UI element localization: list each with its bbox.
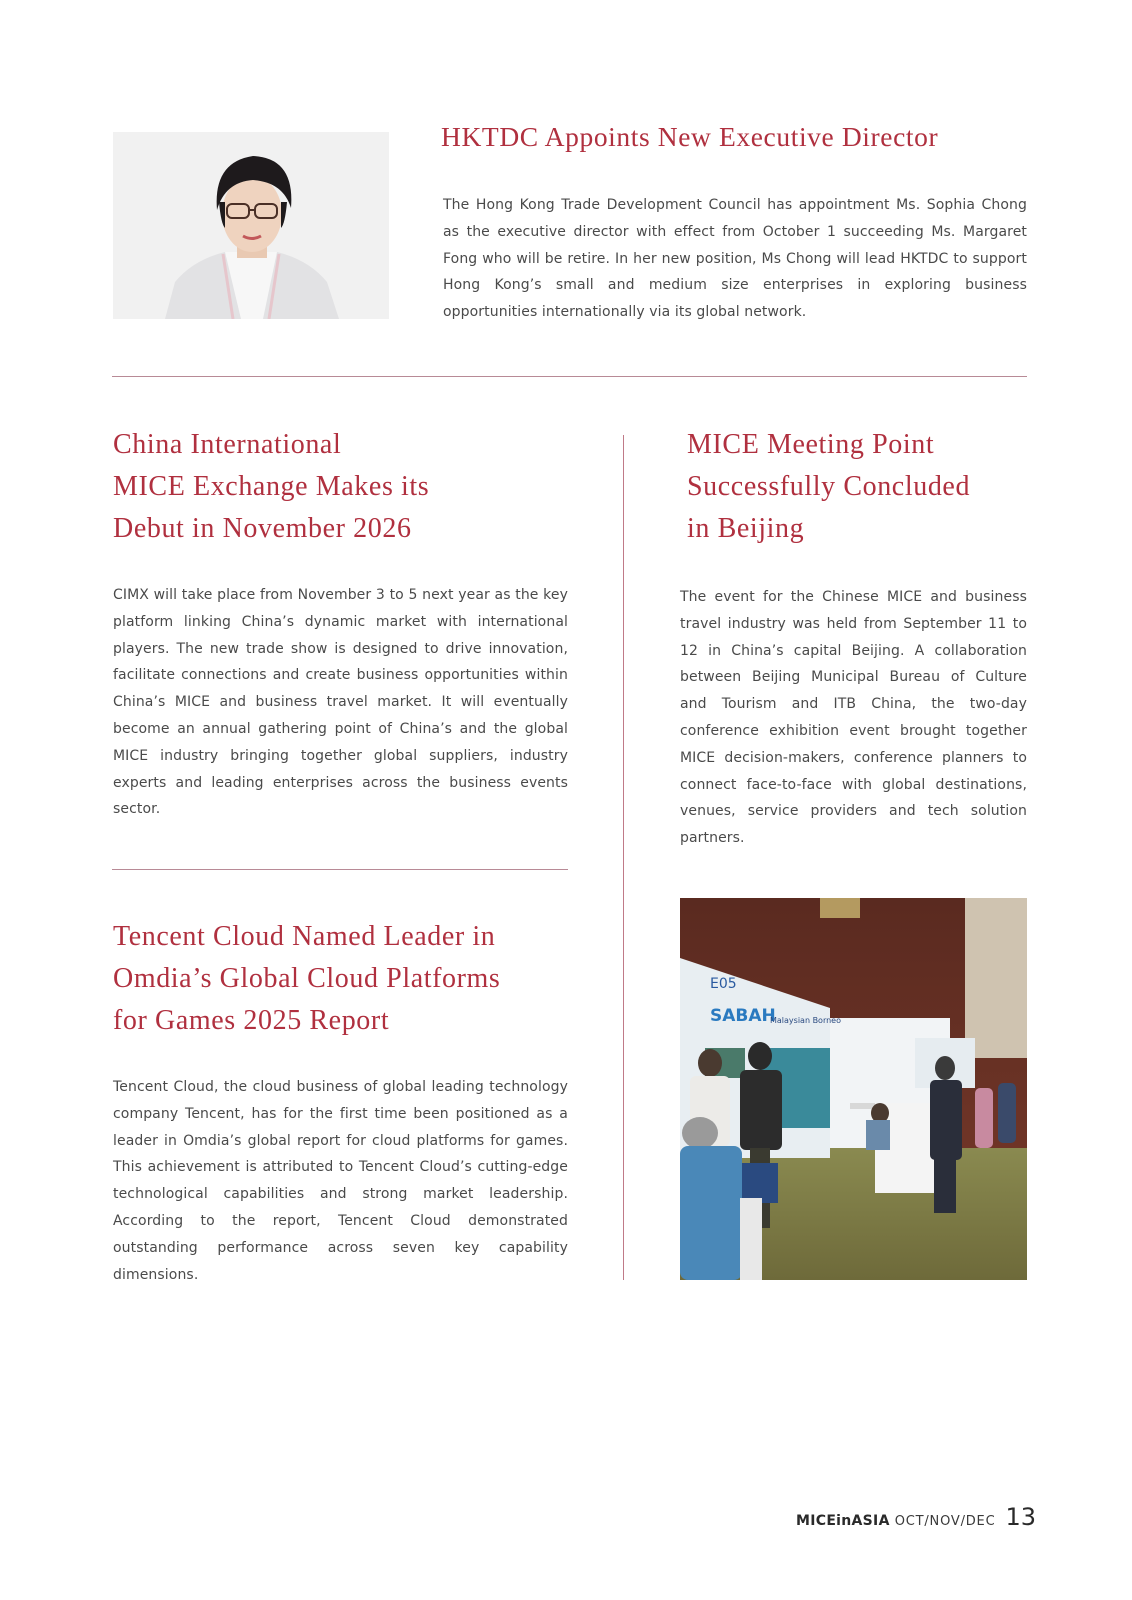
- booth-tagline: Malaysian Borneo: [770, 1016, 841, 1025]
- title-line: Debut in November 2026: [113, 513, 412, 544]
- column-divider: [623, 435, 624, 1280]
- portrait-illustration: [113, 132, 389, 319]
- issue-label: OCT/NOV/DEC: [894, 1514, 996, 1529]
- article-title-mice-meeting-point: [687, 424, 970, 550]
- article-body-hktdc: The Hong Kong Trade Development Council has appointment Ms. Sophia Chong as the executive director with effect from October 1 succeeding Ms. Margaret Fong who will be retire. In her new position, Ms Chong will lead HKTDC to support Hong Kong’s small and medium size enterprises in exploring business opportunities internationally via its global network.: [443, 197, 1027, 321]
- page-number: 13: [1005, 1503, 1036, 1531]
- expo-booth-photo: [680, 898, 1027, 1280]
- title-line: in Beijing: [687, 513, 805, 544]
- article-title-hktdc: HKTDC Appoints New Executive Director: [441, 121, 939, 152]
- booth-brand: SABAH: [710, 1006, 776, 1026]
- article-title-cimx: [113, 424, 429, 550]
- title-line: Omdia’s Global Cloud Platforms: [113, 963, 501, 994]
- magazine-brand: MICEinASIA: [796, 1513, 890, 1529]
- article-title-tencent: [113, 916, 500, 1042]
- title-line: China International: [113, 429, 342, 460]
- page-footer: [796, 1503, 1036, 1531]
- booth-code: E05: [710, 976, 737, 992]
- article-body-cimx: CIMX will take place from November 3 to 5 next year as the key platform linking China’s dynamic market with international players. The new trade show is designed to drive innovation, facilitate connections and create business opportunities within China’s MICE and business travel market. It will eventually become an annual gathering point of China’s and the global MICE industry bringing together global suppliers, industry experts and leading enterprises across the business events sector.: [113, 587, 568, 818]
- title-line: MICE Exchange Makes its: [113, 471, 430, 502]
- portrait-photo-sophia-chong: [113, 132, 389, 319]
- article-body-tencent: Tencent Cloud, the cloud business of global leading technology company Tencent, has for the first time been positioned as a leader in Omdia’s global report for cloud platforms for games. This achievement is attributed to Tencent Cloud’s cutting-edge technological capabilities and strong market leadership. According to the report, Tencent Cloud demonstrated outstanding performance across seven key capability dimensions.: [113, 1079, 568, 1283]
- title-line: Tencent Cloud Named Leader in: [113, 921, 496, 952]
- title-line: MICE Meeting Point: [687, 429, 935, 460]
- section-divider-left: [112, 869, 568, 870]
- article-body-mice-meeting-point: The event for the Chinese MICE and business travel industry was held from September 11 to 12 in China’s capital Beijing. A collaboration between Beijing Municipal Bureau of Culture and Tourism and ITB China, the two-day conference exhibition event brought together MICE decision-makers, conference planners to connect face-to-face with global destinations, venues, service providers and tech solution partners.: [680, 589, 1027, 847]
- title-line: for Games 2025 Report: [113, 1005, 390, 1036]
- title-line: Successfully Concluded: [687, 471, 971, 502]
- expo-illustration: [680, 898, 1027, 1280]
- section-divider-top: [112, 376, 1027, 377]
